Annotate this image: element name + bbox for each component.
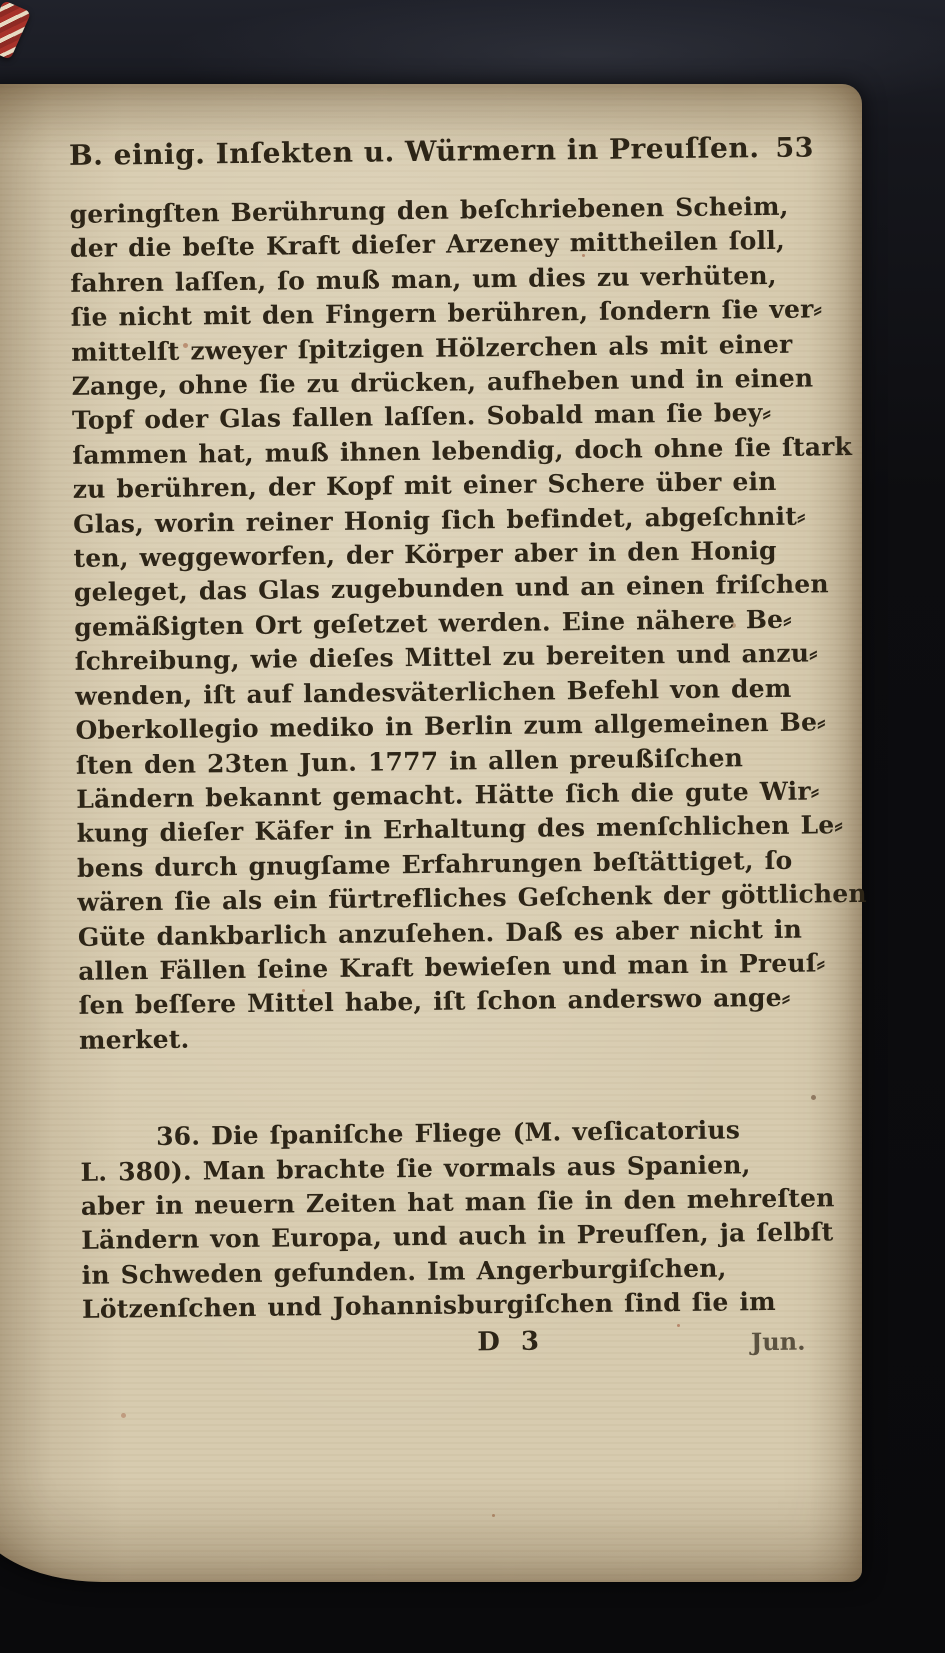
text-line: Ländern bekannt gemacht. Hätte ſich die gute Wir⸗ — [76, 776, 820, 814]
page-content — [0, 80, 872, 1588]
text-line: Lötzenſchen und Johannisburgiſchen ſind ſie im — [81, 1287, 776, 1325]
text-line: Zange, ohne ſie zu drücken, aufheben und in einen — [71, 363, 814, 401]
text-line: ſie nicht mit den Fingern berühren, ſondern ſie ver⸗ — [70, 294, 823, 333]
text-line: ten, weggeworfen, der Körper aber in den Honig — [73, 535, 777, 573]
text-line: kung dieſer Käfer in Erhaltung des menſchlichen Le⸗ — [76, 810, 844, 849]
running-header-title: B. einig. Inſekten u. Würmern in Preuſſen. — [68, 131, 760, 172]
text-line: Oberkollegio mediko in Berlin zum allgemeinen Be⸗ — [75, 707, 826, 745]
text-line: geleget, das Glas zugebunden und an einen friſchen — [73, 569, 829, 608]
book-headband — [0, 0, 31, 60]
text-line: allen Fällen ſeine Kraft bewieſen und man in Preuſ⸗ — [78, 948, 826, 986]
paragraph-2 — [80, 1113, 835, 1328]
text-line: Ländern von Europa, und auch in Preuſſen, ja ſelbſt — [81, 1217, 834, 1256]
page-number: 53 — [775, 132, 815, 164]
text-line: fahren laſſen, ſo muß man, um dies zu verhüten, — [70, 260, 777, 298]
text-line: ſchreibung, wie dieſes Mittel zu bereiten und anzu⸗ — [74, 638, 818, 677]
text-line: der die beſte Kraft dieſer Arzeney mittheilen ſoll, — [69, 226, 786, 264]
text-line: 36. Die ſpaniſche Fliege (M. veſicatorius — [155, 1115, 741, 1152]
running-header — [69, 130, 814, 171]
text-line: bens durch gnugſame Erfahrungen beſtättiget, ſo — [76, 845, 793, 883]
text-line: ſammen hat, muß ihnen lebendig, doch ohne ſie ſtark — [72, 431, 853, 470]
text-line: Glas, worin reiner Honig ſich befindet, abgeſchnit⸗ — [73, 501, 806, 539]
text-line: ſen beſſere Mittel habe, iſt ſchon anderswo ange⸗ — [78, 983, 791, 1021]
signature-row — [82, 1323, 827, 1371]
book-page — [0, 84, 867, 1582]
signature-mark: D 3 — [477, 1326, 546, 1357]
text-line: in Schweden gefunden. Im Angerburgiſchen, — [81, 1253, 727, 1290]
text-line: zu berühren, der Kopf mit einer Schere über ein — [72, 467, 777, 505]
text-line: ſten den 23ten Jun. 1777 in allen preußiſchen — [75, 742, 744, 780]
text-line: aber in neuern Zeiten hat man ſie in den mehreſten — [80, 1183, 835, 1221]
catchword: Jun. — [750, 1326, 806, 1356]
text-line: wären ſie als ein fürtrefliches Geſchenk der göttlichen — [77, 879, 867, 917]
text-line: Topf oder Glas fallen laſſen. Sobald man ſie bey⸗ — [71, 398, 772, 436]
text-line: geringſten Berührung den beſchriebenen Scheim, — [69, 191, 789, 229]
text-line: wenden, iſt auf landesväterlichen Befehl von dem — [74, 673, 792, 711]
text-line: L. 380). Man brachte ſie vormals aus Spanien, — [80, 1149, 751, 1187]
paragraph-1 — [69, 189, 867, 1058]
text-line: Güte dankbarlich anzuſehen. Daß es aber nicht in — [77, 914, 803, 952]
text-line: mittelſt zweyer ſpitzigen Hölzerchen als mit einer — [71, 329, 793, 367]
text-line: gemäßigten Ort geſetzet werden. Eine nähere Be⸗ — [74, 604, 792, 642]
text-line: merket. — [78, 1024, 190, 1055]
